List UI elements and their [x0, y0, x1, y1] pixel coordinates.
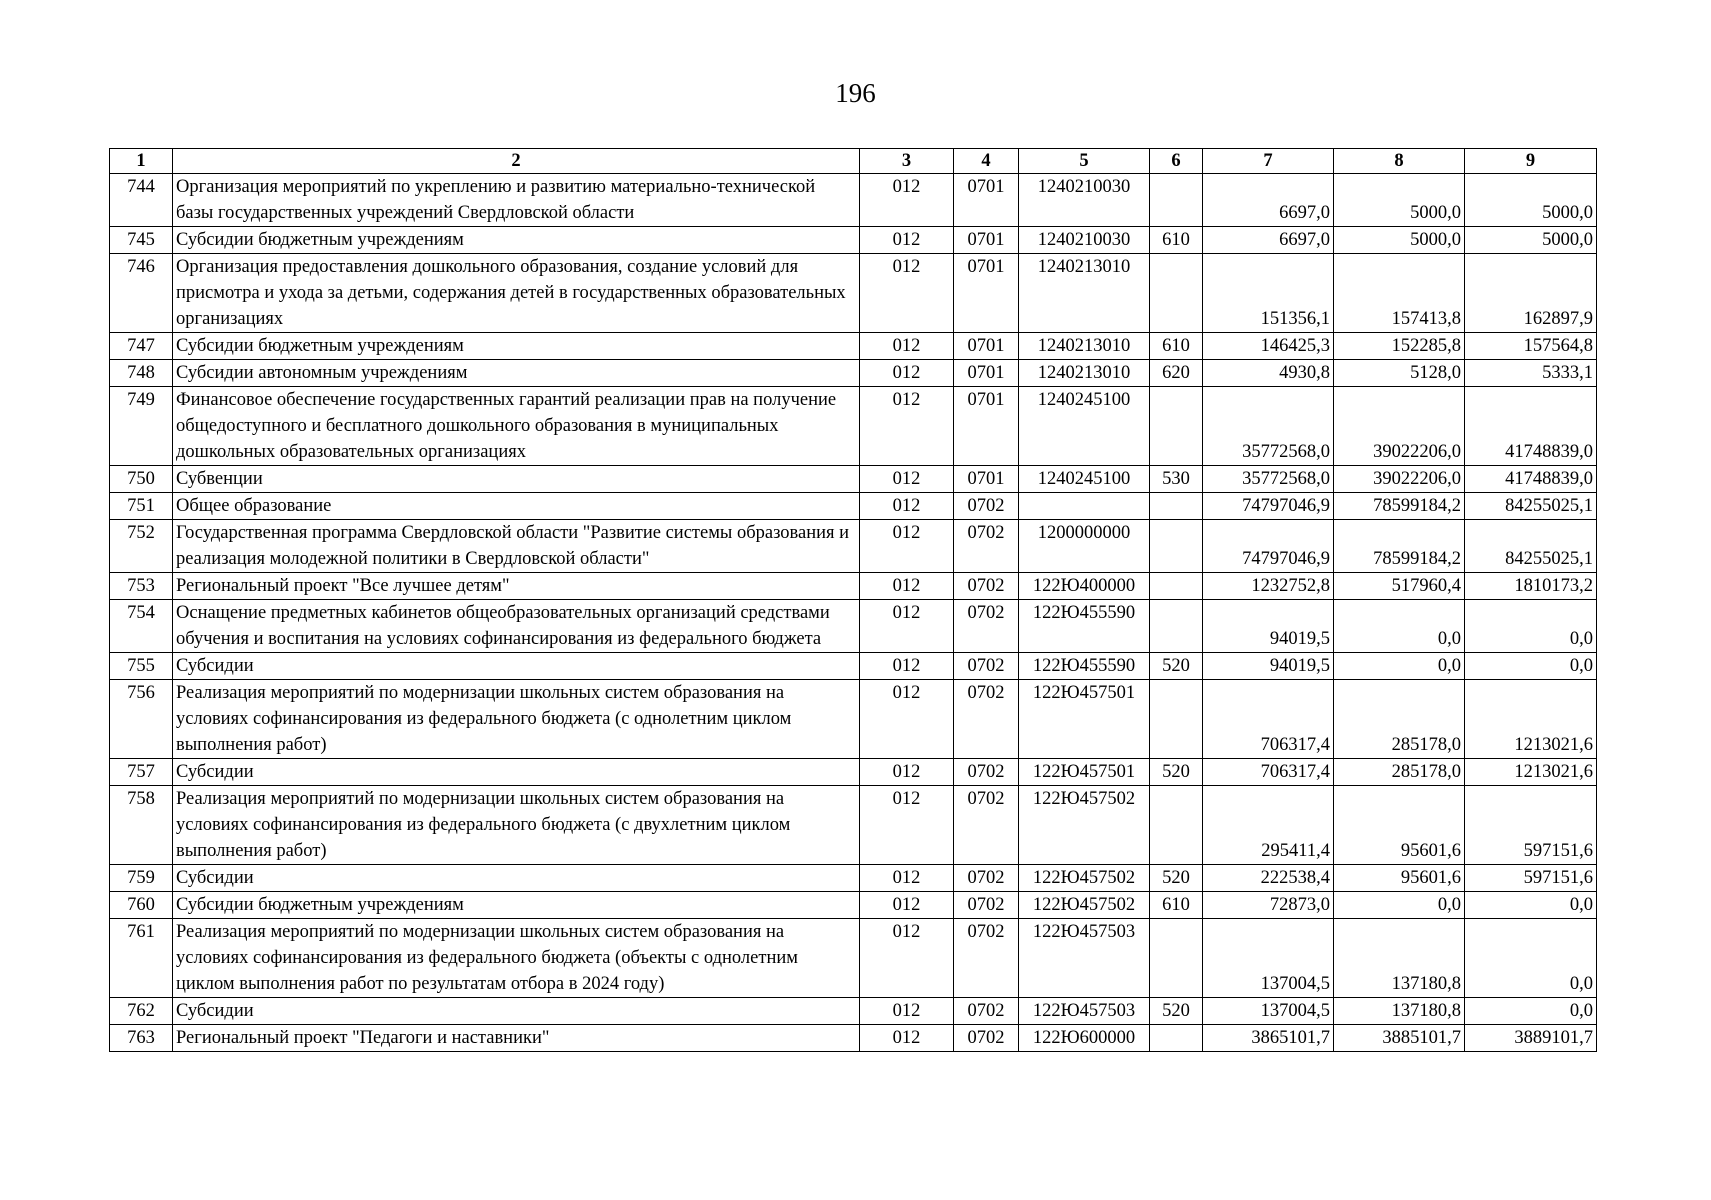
amount-year-3: 597151,6: [1465, 786, 1597, 865]
ministry-code: 012: [860, 174, 954, 227]
amount-year-2: 3885101,7: [1334, 1025, 1465, 1052]
header-row: [110, 149, 1597, 174]
amount-year-1: 35772568,0: [1203, 466, 1334, 493]
target-article-code: 1200000000: [1019, 520, 1150, 573]
section-code: 0702: [954, 1025, 1019, 1052]
expense-type-code: [1150, 573, 1203, 600]
amount-year-2: 95601,6: [1334, 865, 1465, 892]
ministry-code: 012: [860, 387, 954, 466]
row-name: Государственная программа Свердловской области "Развитие системы образования и реализация молодежной политики в Свердловской области": [173, 520, 860, 573]
expense-type-code: 610: [1150, 227, 1203, 254]
expense-type-code: 530: [1150, 466, 1203, 493]
amount-year-3: 0,0: [1465, 653, 1597, 680]
column-header: 2: [173, 149, 860, 174]
ministry-code: 012: [860, 360, 954, 387]
amount-year-1: 295411,4: [1203, 786, 1334, 865]
page-number: 196: [835, 78, 876, 108]
amount-year-3: 157564,8: [1465, 333, 1597, 360]
table-row: [110, 600, 1597, 653]
amount-year-1: 35772568,0: [1203, 387, 1334, 466]
amount-year-1: 3865101,7: [1203, 1025, 1334, 1052]
amount-year-3: 1810173,2: [1465, 573, 1597, 600]
expense-type-code: 520: [1150, 998, 1203, 1025]
row-number: 750: [110, 466, 173, 493]
row-name: Субвенции: [173, 466, 860, 493]
column-header: 6: [1150, 149, 1203, 174]
ministry-code: 012: [860, 786, 954, 865]
row-number: 747: [110, 333, 173, 360]
row-number: 757: [110, 759, 173, 786]
table-row: [110, 360, 1597, 387]
amount-year-2: 137180,8: [1334, 998, 1465, 1025]
amount-year-2: 39022206,0: [1334, 466, 1465, 493]
expense-type-code: [1150, 600, 1203, 653]
row-number: 753: [110, 573, 173, 600]
amount-year-1: 222538,4: [1203, 865, 1334, 892]
amount-year-3: 162897,9: [1465, 254, 1597, 333]
section-code: 0702: [954, 520, 1019, 573]
amount-year-3: 5000,0: [1465, 174, 1597, 227]
row-name: Субсидии: [173, 653, 860, 680]
amount-year-3: 84255025,1: [1465, 520, 1597, 573]
row-number: 745: [110, 227, 173, 254]
amount-year-2: 0,0: [1334, 600, 1465, 653]
ministry-code: 012: [860, 520, 954, 573]
amount-year-2: 5000,0: [1334, 174, 1465, 227]
expense-type-code: [1150, 680, 1203, 759]
column-header: 5: [1019, 149, 1150, 174]
amount-year-1: 706317,4: [1203, 680, 1334, 759]
table-row: [110, 786, 1597, 865]
section-code: 0701: [954, 174, 1019, 227]
amount-year-2: 39022206,0: [1334, 387, 1465, 466]
target-article-code: 122Ю457503: [1019, 998, 1150, 1025]
target-article-code: 122Ю600000: [1019, 1025, 1150, 1052]
row-number: 762: [110, 998, 173, 1025]
section-code: 0701: [954, 333, 1019, 360]
ministry-code: 012: [860, 600, 954, 653]
amount-year-1: 706317,4: [1203, 759, 1334, 786]
row-name: Организация мероприятий по укреплению и развитию материально-технической базы государственных учреждений Свердловской области: [173, 174, 860, 227]
row-number: 744: [110, 174, 173, 227]
amount-year-2: 5000,0: [1334, 227, 1465, 254]
ministry-code: 012: [860, 653, 954, 680]
ministry-code: 012: [860, 892, 954, 919]
row-number: 763: [110, 1025, 173, 1052]
ministry-code: 012: [860, 759, 954, 786]
table-body: [110, 174, 1597, 1052]
row-name: Субсидии: [173, 759, 860, 786]
amount-year-1: 94019,5: [1203, 600, 1334, 653]
amount-year-1: 6697,0: [1203, 227, 1334, 254]
amount-year-3: 41748839,0: [1465, 387, 1597, 466]
row-name: Финансовое обеспечение государственных гарантий реализации прав на получение общедоступного и бесплатного дошкольного образования в муниципальных дошкольных образовательных организациях: [173, 387, 860, 466]
table-row: [110, 493, 1597, 520]
amount-year-2: 5128,0: [1334, 360, 1465, 387]
expense-type-code: 520: [1150, 653, 1203, 680]
amount-year-2: 517960,4: [1334, 573, 1465, 600]
amount-year-1: 1232752,8: [1203, 573, 1334, 600]
section-code: 0701: [954, 227, 1019, 254]
amount-year-1: 74797046,9: [1203, 520, 1334, 573]
ministry-code: 012: [860, 573, 954, 600]
row-name: Региональный проект "Все лучшее детям": [173, 573, 860, 600]
row-name: Субсидии бюджетным учреждениям: [173, 227, 860, 254]
section-code: 0702: [954, 573, 1019, 600]
table-row: [110, 573, 1597, 600]
table-row: [110, 333, 1597, 360]
expense-type-code: 620: [1150, 360, 1203, 387]
amount-year-2: 285178,0: [1334, 759, 1465, 786]
amount-year-3: 0,0: [1465, 919, 1597, 998]
row-number: 761: [110, 919, 173, 998]
table-row: [110, 919, 1597, 998]
ministry-code: 012: [860, 680, 954, 759]
column-header: 4: [954, 149, 1019, 174]
section-code: 0702: [954, 998, 1019, 1025]
row-number: 752: [110, 520, 173, 573]
section-code: 0702: [954, 653, 1019, 680]
amount-year-1: 151356,1: [1203, 254, 1334, 333]
section-code: 0702: [954, 493, 1019, 520]
section-code: 0702: [954, 600, 1019, 653]
amount-year-3: 1213021,6: [1465, 759, 1597, 786]
column-header: 9: [1465, 149, 1597, 174]
target-article-code: 122Ю457501: [1019, 759, 1150, 786]
row-name: Субсидии: [173, 998, 860, 1025]
ministry-code: 012: [860, 493, 954, 520]
table-row: [110, 653, 1597, 680]
amount-year-2: 152285,8: [1334, 333, 1465, 360]
ministry-code: 012: [860, 227, 954, 254]
ministry-code: 012: [860, 466, 954, 493]
row-number: 759: [110, 865, 173, 892]
expense-type-code: 520: [1150, 865, 1203, 892]
amount-year-2: 285178,0: [1334, 680, 1465, 759]
amount-year-2: 0,0: [1334, 892, 1465, 919]
table-row: [110, 998, 1597, 1025]
row-number: 751: [110, 493, 173, 520]
section-code: 0702: [954, 759, 1019, 786]
target-article-code: 1240245100: [1019, 466, 1150, 493]
target-article-code: 1240213010: [1019, 254, 1150, 333]
amount-year-1: 74797046,9: [1203, 493, 1334, 520]
amount-year-3: 0,0: [1465, 892, 1597, 919]
amount-year-1: 146425,3: [1203, 333, 1334, 360]
ministry-code: 012: [860, 919, 954, 998]
row-number: 748: [110, 360, 173, 387]
row-name: Реализация мероприятий по модернизации школьных систем образования на условиях софинансирования из федерального бюджета (с двухлетним циклом выполнения работ): [173, 786, 860, 865]
row-name: Субсидии бюджетным учреждениям: [173, 333, 860, 360]
ministry-code: 012: [860, 1025, 954, 1052]
row-number: 749: [110, 387, 173, 466]
target-article-code: 1240210030: [1019, 174, 1150, 227]
amount-year-3: 5000,0: [1465, 227, 1597, 254]
amount-year-3: 0,0: [1465, 600, 1597, 653]
target-article-code: 122Ю457502: [1019, 865, 1150, 892]
expense-type-code: 610: [1150, 892, 1203, 919]
expense-type-code: [1150, 786, 1203, 865]
section-code: 0702: [954, 786, 1019, 865]
ministry-code: 012: [860, 254, 954, 333]
amount-year-2: 0,0: [1334, 653, 1465, 680]
amount-year-3: 84255025,1: [1465, 493, 1597, 520]
amount-year-2: 78599184,2: [1334, 493, 1465, 520]
row-number: 758: [110, 786, 173, 865]
section-code: 0702: [954, 680, 1019, 759]
expense-type-code: 520: [1150, 759, 1203, 786]
expense-type-code: [1150, 254, 1203, 333]
target-article-code: 122Ю457503: [1019, 919, 1150, 998]
column-header: 8: [1334, 149, 1465, 174]
row-number: 756: [110, 680, 173, 759]
table-row: [110, 520, 1597, 573]
target-article-code: 122Ю457502: [1019, 892, 1150, 919]
column-header: 7: [1203, 149, 1334, 174]
row-name: Региональный проект "Педагоги и наставники": [173, 1025, 860, 1052]
table-row: [110, 387, 1597, 466]
row-name: Организация предоставления дошкольного образования, создание условий для присмотра и ухода за детьми, содержания детей в государственных образовательных организациях: [173, 254, 860, 333]
column-header: 1: [110, 149, 173, 174]
row-name: Субсидии бюджетным учреждениям: [173, 892, 860, 919]
row-name: Субсидии: [173, 865, 860, 892]
expense-type-code: [1150, 493, 1203, 520]
ministry-code: 012: [860, 333, 954, 360]
row-number: 760: [110, 892, 173, 919]
amount-year-2: 137180,8: [1334, 919, 1465, 998]
table-row: [110, 680, 1597, 759]
table-row: [110, 865, 1597, 892]
expense-type-code: [1150, 387, 1203, 466]
table-row: [110, 892, 1597, 919]
target-article-code: 122Ю455590: [1019, 653, 1150, 680]
amount-year-1: 72873,0: [1203, 892, 1334, 919]
amount-year-1: 137004,5: [1203, 998, 1334, 1025]
section-code: 0702: [954, 919, 1019, 998]
target-article-code: 122Ю400000: [1019, 573, 1150, 600]
row-name: Оснащение предметных кабинетов общеобразовательных организаций средствами обучения и воспитания на условиях софинансирования из федерального бюджета: [173, 600, 860, 653]
section-code: 0702: [954, 865, 1019, 892]
section-code: 0701: [954, 387, 1019, 466]
amount-year-3: 5333,1: [1465, 360, 1597, 387]
target-article-code: 1240213010: [1019, 333, 1150, 360]
target-article-code: 1240210030: [1019, 227, 1150, 254]
amount-year-1: 137004,5: [1203, 919, 1334, 998]
table-row: [110, 227, 1597, 254]
target-article-code: 122Ю455590: [1019, 600, 1150, 653]
target-article-code: [1019, 493, 1150, 520]
expense-type-code: [1150, 919, 1203, 998]
row-name: Общее образование: [173, 493, 860, 520]
row-name: Субсидии автономным учреждениям: [173, 360, 860, 387]
expense-type-code: [1150, 1025, 1203, 1052]
budget-table: [109, 148, 1597, 1052]
target-article-code: 1240245100: [1019, 387, 1150, 466]
section-code: 0701: [954, 254, 1019, 333]
amount-year-2: 157413,8: [1334, 254, 1465, 333]
column-header: 3: [860, 149, 954, 174]
amount-year-3: 3889101,7: [1465, 1025, 1597, 1052]
amount-year-1: 4930,8: [1203, 360, 1334, 387]
ministry-code: 012: [860, 998, 954, 1025]
row-name: Реализация мероприятий по модернизации школьных систем образования на условиях софинансирования из федерального бюджета (с однолетним циклом выполнения работ): [173, 680, 860, 759]
ministry-code: 012: [860, 865, 954, 892]
target-article-code: 1240213010: [1019, 360, 1150, 387]
row-number: 754: [110, 600, 173, 653]
amount-year-1: 6697,0: [1203, 174, 1334, 227]
section-code: 0701: [954, 466, 1019, 493]
table-row: [110, 759, 1597, 786]
expense-type-code: [1150, 520, 1203, 573]
table-row: [110, 174, 1597, 227]
amount-year-1: 94019,5: [1203, 653, 1334, 680]
amount-year-3: 597151,6: [1465, 865, 1597, 892]
amount-year-3: 0,0: [1465, 998, 1597, 1025]
expense-type-code: 610: [1150, 333, 1203, 360]
row-number: 746: [110, 254, 173, 333]
row-number: 755: [110, 653, 173, 680]
expense-type-code: [1150, 174, 1203, 227]
amount-year-3: 1213021,6: [1465, 680, 1597, 759]
target-article-code: 122Ю457501: [1019, 680, 1150, 759]
section-code: 0702: [954, 892, 1019, 919]
table-row: [110, 1025, 1597, 1052]
amount-year-2: 78599184,2: [1334, 520, 1465, 573]
table-row: [110, 466, 1597, 493]
table-row: [110, 254, 1597, 333]
section-code: 0701: [954, 360, 1019, 387]
amount-year-2: 95601,6: [1334, 786, 1465, 865]
target-article-code: 122Ю457502: [1019, 786, 1150, 865]
amount-year-3: 41748839,0: [1465, 466, 1597, 493]
row-name: Реализация мероприятий по модернизации школьных систем образования на условиях софинансирования из федерального бюджета (объекты с однолетним циклом выполнения работ по результатам отбора в 2024 году): [173, 919, 860, 998]
